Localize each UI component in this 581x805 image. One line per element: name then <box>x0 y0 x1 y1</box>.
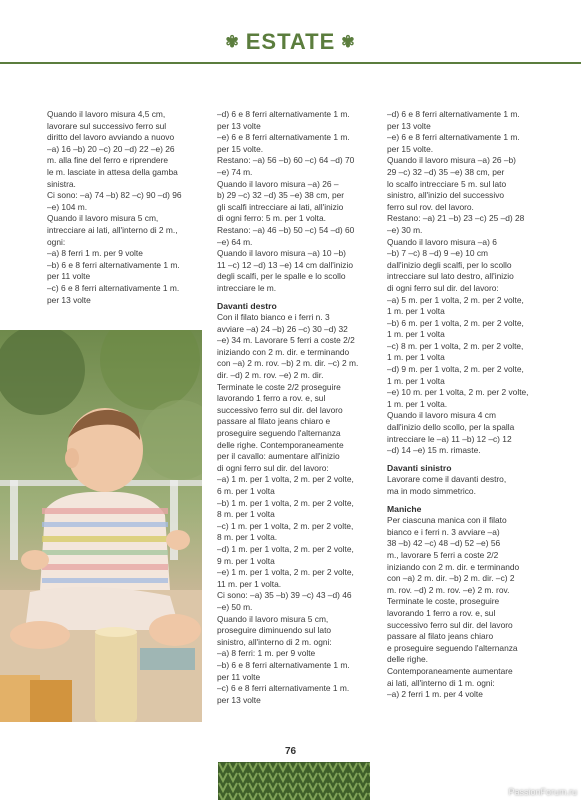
section-title-text: ESTATE <box>245 29 336 55</box>
column1-line: –a) 16 –b) 20 –c) 20 –d) 22 –e) 26 <box>47 143 175 154</box>
column2-line: 6 m. per 1 volta <box>217 486 275 496</box>
page-number: 76 <box>284 746 297 757</box>
column2-line: –e) 64 m. <box>217 236 253 247</box>
column3-line: –c) 8 m. per 1 volta, 2 m. per 2 volte, <box>387 340 524 351</box>
text-column-2 <box>217 109 377 706</box>
column1-line: Quando il lavoro misura 4,5 cm, <box>47 109 166 119</box>
column2-line: –d) 6 e 8 ferri alternativamente 1 m. <box>217 109 350 119</box>
column3-line: delle righe. <box>387 654 428 665</box>
column1-line: ogni: <box>47 236 66 247</box>
column2-line: Con il filato bianco e i ferri n. 3 <box>217 312 330 323</box>
column3-line: ma in modo simmetrico. <box>387 486 476 496</box>
column3-line: 1 m. per 1 volta <box>387 306 445 317</box>
column2-line: 8 m. per 1 volta. <box>217 532 278 543</box>
column1-line: m. alla fine del ferro e riprendere <box>47 155 169 166</box>
column2-line: b) 29 –c) 32 –d) 35 –e) 38 cm, per <box>217 190 345 201</box>
column2-line: per 13 volte <box>217 120 261 131</box>
column3-line: Contemporaneamente aumentare <box>387 665 513 676</box>
page-header <box>0 0 581 64</box>
column3-line: intrecciare le –a) 11 –b) 12 –c) 12 <box>387 433 512 444</box>
column1-line: intrecciare ai lati, all'interno di 2 m., <box>47 224 178 235</box>
column2-line: per 13 volte <box>217 694 261 705</box>
column2-line: proseguire diminuendo sul lato <box>217 625 332 636</box>
column3-line: 1 m. per 1 volta <box>387 329 445 340</box>
column3-line: Quando il lavoro misura 4 cm <box>387 410 496 421</box>
column2-line: Quando il lavoro misura –a) 26 – <box>217 178 339 189</box>
heading-maniche: Maniche <box>387 503 422 514</box>
column2-line: di ogni ferro sul dir. del lavoro: <box>217 462 329 473</box>
section-title <box>0 28 581 55</box>
column2-line: per 15 volte. <box>217 143 264 154</box>
column2-line: proseguire seguendo l'alternanza <box>217 428 341 439</box>
heading-davanti-destro: Davanti destro <box>217 300 277 311</box>
knit-texture-image <box>218 762 370 800</box>
column2-line: con –a) 2 m. rov. –b) 2 m. dir. –c) 2 m. <box>217 358 359 369</box>
column3-line: iniziando con 2 m. dir. e terminando <box>387 561 520 572</box>
column2-line: 11 –c) 12 –d) 13 –e) 14 cm dall'inizio <box>217 259 353 270</box>
column1-line: –c) 6 e 8 ferri alternativamente 1 m. <box>47 282 180 293</box>
column3-line: bianco e i ferri n. 3 avviare –a) <box>387 526 500 537</box>
column2-line: –e) 6 e 8 ferri alternativamente 1 m. <box>217 132 350 143</box>
column3-line: dall'inizio degli scalfi, per lo scollo <box>387 259 512 270</box>
column3-line: per 15 volte. <box>387 143 434 154</box>
column1-line: –e) 104 m. <box>47 201 88 212</box>
column2-line: –e) 74 m. <box>217 166 253 177</box>
column3-line: Lavorare come il davanti destro, <box>387 474 507 485</box>
heading-davanti-sinistro: Davanti sinistro <box>387 462 452 473</box>
column2-line: 11 m. per 1 volta. <box>217 578 282 589</box>
column2-line: Terminate le coste 2/2 proseguire <box>217 381 341 392</box>
column2-line: –e) 50 m. <box>217 601 253 612</box>
column2-line: successivo ferro sul dir. del lavoro <box>217 404 343 415</box>
column3-line: Quando il lavoro misura –a) 6 <box>387 236 497 247</box>
baby-photo <box>0 330 202 722</box>
column3-line: ferro sul rov. del lavoro. <box>387 201 474 212</box>
column3-line: m., lavorare 5 ferri a coste 2/2 <box>387 549 499 560</box>
watermark: PassionForum.ru <box>508 787 577 797</box>
header-divider <box>0 62 581 64</box>
column1-line: per 11 volte <box>47 271 91 282</box>
column2-line: iniziando con 2 m. dir. e terminando <box>217 346 350 357</box>
column3-line: intrecciare sul lato destro, all'inizio <box>387 271 514 282</box>
column2-line: avviare –a) 24 –b) 26 –c) 30 –d) 32 <box>217 323 348 334</box>
column3-line: per 13 volte <box>387 120 431 131</box>
flower-ornament-icon: ✾ <box>341 34 356 52</box>
column2-line: lavorando 1 ferro a rov. e, sul <box>217 393 326 404</box>
column2-line: –a) 1 m. per 1 volta, 2 m. per 2 volte, <box>217 474 354 485</box>
column2-line: sinistro, all'interno di 2 m. ogni: <box>217 636 332 647</box>
column1-line: lavorare sul successivo ferro sul <box>47 120 167 131</box>
column2-line: delle righe. Contemporaneamente <box>217 439 344 450</box>
column3-line: Restano: –a) 21 –b) 23 –c) 25 –d) 28 <box>387 213 525 224</box>
column2-line: di ogni ferro: 5 m. per 1 volta. <box>217 213 326 224</box>
column2-line: dir. –d) 2 m. rov. –e) 2 m. dir. <box>217 370 324 381</box>
column2-line: –c) 1 m. per 1 volta, 2 m. per 2 volte, <box>217 520 354 531</box>
column3-line: e proseguire seguendo l'alternanza <box>387 642 518 653</box>
column2-line: per 11 volte <box>217 671 261 682</box>
column1-line: –a) 8 ferri 1 m. per 9 volte <box>47 248 143 259</box>
column2-line: Ci sono: –a) 35 –b) 39 –c) 43 –d) 46 <box>217 590 352 601</box>
column3-line: –d) 9 m. per 1 volta, 2 m. per 2 volte, <box>387 364 524 375</box>
column1-line: –b) 6 e 8 ferri alternativamente 1 m. <box>47 259 180 270</box>
column2-line: Quando il lavoro misura –a) 10 –b) <box>217 248 346 259</box>
column3-line: lavorando 1 ferro a rov. e, sul <box>387 607 496 618</box>
column2-line: Restano: –a) 56 –b) 60 –c) 64 –d) 70 <box>217 155 355 166</box>
column3-line: 1 m. per 1 volta <box>387 352 445 363</box>
column3-line: –d) 6 e 8 ferri alternativamente 1 m. <box>387 109 520 119</box>
column3-line: 1 m. per 1 volta <box>387 375 445 386</box>
text-column-3 <box>387 109 547 701</box>
column2-line: 9 m. per 1 volta <box>217 555 275 566</box>
column1-line: Ci sono: –a) 74 –b) 82 –c) 90 –d) 96 <box>47 190 182 201</box>
column1-line: le m. lasciate in attesa della gamba <box>47 166 178 177</box>
column3-line: –a) 5 m. per 1 volta, 2 m. per 2 volte, <box>387 294 524 305</box>
column3-line: –b) 6 m. per 1 volta, 2 m. per 2 volte, <box>387 317 524 328</box>
column3-line: successivo ferro sul dir. del lavoro <box>387 619 513 630</box>
column2-line: per il cavallo: aumentare all'inizio <box>217 451 340 462</box>
column2-line: degli scalfi, per le spalle e lo scollo <box>217 271 346 282</box>
column3-line: –e) 30 m. <box>387 224 423 235</box>
column2-line: intrecciare le m. <box>217 282 277 293</box>
column2-line: gli scalfi intrecciare ai lati, all'inizio <box>217 201 344 212</box>
column2-line: Quando il lavoro misura 5 cm, <box>217 613 329 624</box>
column3-line: 38 –b) 42 –c) 48 –d) 52 –e) 56 <box>387 538 501 549</box>
column3-line: Quando il lavoro misura –a) 26 –b) <box>387 155 516 166</box>
column2-line: passare al filato jeans chiaro e <box>217 416 331 427</box>
column3-line: –d) 14 –e) 15 m. rimaste. <box>387 445 481 456</box>
column3-line: dall'inizio dello scollo, per la spalla <box>387 422 515 433</box>
column1-line: Quando il lavoro misura 5 cm, <box>47 213 159 224</box>
column3-line: m. rov. –d) 2 m. rov. –e) 2 m. rov. <box>387 584 510 595</box>
flower-ornament-icon: ✾ <box>225 34 240 52</box>
column3-line: passare al filato jeans chiaro <box>387 631 494 642</box>
text-column-1 <box>47 109 207 306</box>
column2-line: –c) 6 e 8 ferri alternativamente 1 m. <box>217 683 350 694</box>
column2-line: –b) 6 e 8 ferri alternativamente 1 m. <box>217 659 350 670</box>
column3-line: di ogni ferro sul dir. del lavoro: <box>387 282 499 293</box>
column2-line: –e) 34 m. Lavorare 5 ferri a coste 2/2 <box>217 335 355 346</box>
column3-line: Terminate le coste, proseguire <box>387 596 500 607</box>
column2-line: –a) 8 ferri: 1 m. per 9 volte <box>217 648 316 659</box>
column3-line: –b) 7 –c) 8 –d) 9 –e) 10 cm <box>387 248 489 259</box>
column3-line: sinistro, all'inizio del successivo <box>387 190 505 201</box>
column2-line: –d) 1 m. per 1 volta, 2 m. per 2 volte, <box>217 543 354 554</box>
column3-line: con –a) 2 m. dir. –b) 2 m. dir. –c) 2 <box>387 573 515 584</box>
column3-line: ai lati, all'interno di 1 m. ogni: <box>387 677 495 688</box>
column2-line: –b) 1 m. per 1 volta, 2 m. per 2 volte, <box>217 497 354 508</box>
column3-line: 1 m. per 1 volta. <box>387 398 448 409</box>
column3-line: –a) 2 ferri 1 m. per 4 volte <box>387 689 483 700</box>
column3-line: –e) 10 m. per 1 volta, 2 m. per 2 volte, <box>387 387 529 398</box>
column1-line: per 13 volte <box>47 294 91 305</box>
column2-line: –e) 1 m. per 1 volta, 2 m. per 2 volte, <box>217 567 354 578</box>
column1-line: diritto del lavoro avviando a nuovo <box>47 132 175 143</box>
column3-line: lo scalfo intrecciare 5 m. sul lato <box>387 178 507 189</box>
column3-line: –e) 6 e 8 ferri alternativamente 1 m. <box>387 132 520 143</box>
column1-line: sinistra. <box>47 178 76 189</box>
column2-line: Restano: –a) 46 –b) 50 –c) 54 –d) 60 <box>217 224 355 235</box>
column3-line: Per ciascuna manica con il filato <box>387 515 507 526</box>
column2-line: 8 m. per 1 volta <box>217 509 275 520</box>
column3-line: 29 –c) 32 –d) 35 –e) 38 cm, per <box>387 166 505 177</box>
